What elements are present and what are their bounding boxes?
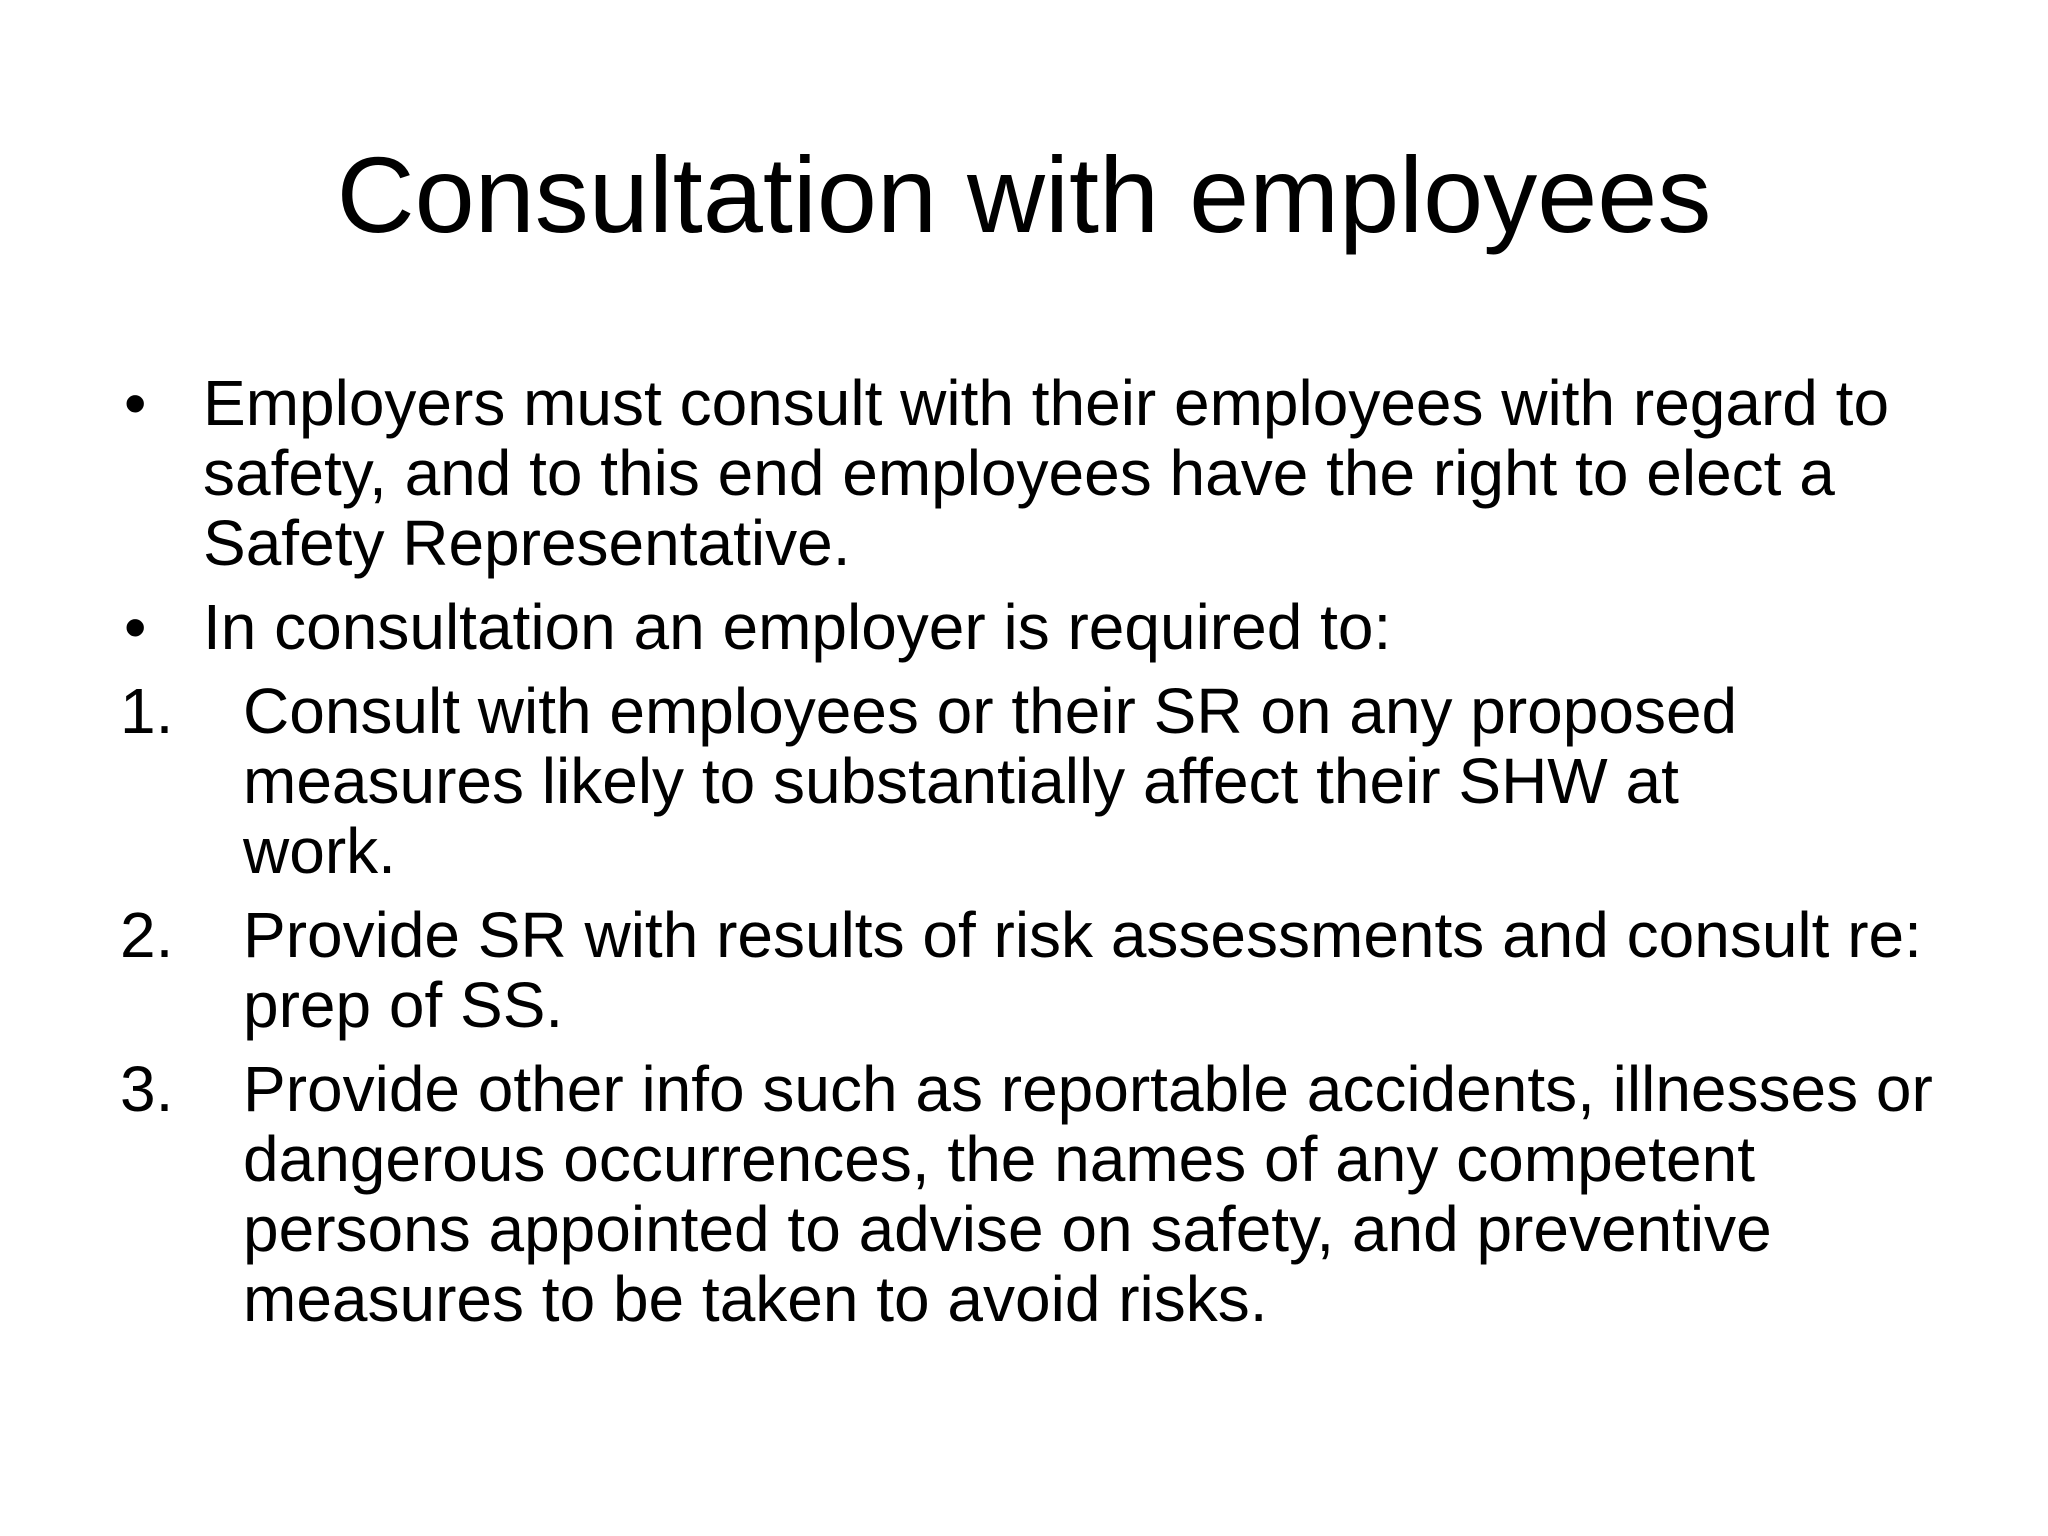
bullet-marker: • bbox=[124, 591, 147, 663]
bullet-text: Employers must consult with their employees with regard to safety, and to this end employees have the right to elect a Safety Representative. bbox=[203, 367, 1890, 579]
numbered-text: Provide SR with results of risk assessments and consult re: prep of SS. bbox=[243, 899, 1922, 1041]
bullet-item bbox=[120, 592, 1960, 662]
slide-body bbox=[120, 368, 1960, 1348]
numbered-text: Consult with employees or their SR on any proposed measures likely to substantially affect their SHW at work. bbox=[243, 675, 1738, 887]
numbered-item bbox=[120, 676, 1843, 886]
number-marker: 2. bbox=[120, 899, 174, 971]
number-marker: 1. bbox=[120, 675, 174, 747]
slide-title: Consultation with employees bbox=[336, 134, 1712, 255]
bullet-item bbox=[120, 368, 1923, 578]
number-marker: 3. bbox=[120, 1053, 174, 1125]
numbered-text: Provide other info such as reportable accidents, illnesses or dangerous occurrences, the names of any competent persons appointed to advise on safety, and preventive measures to be taken to avoid risks. bbox=[243, 1053, 1933, 1335]
numbered-item bbox=[120, 900, 1983, 1040]
bullet-text: In consultation an employer is required to: bbox=[203, 591, 1392, 663]
numbered-item bbox=[120, 1054, 1943, 1334]
bullet-marker: • bbox=[124, 367, 147, 439]
